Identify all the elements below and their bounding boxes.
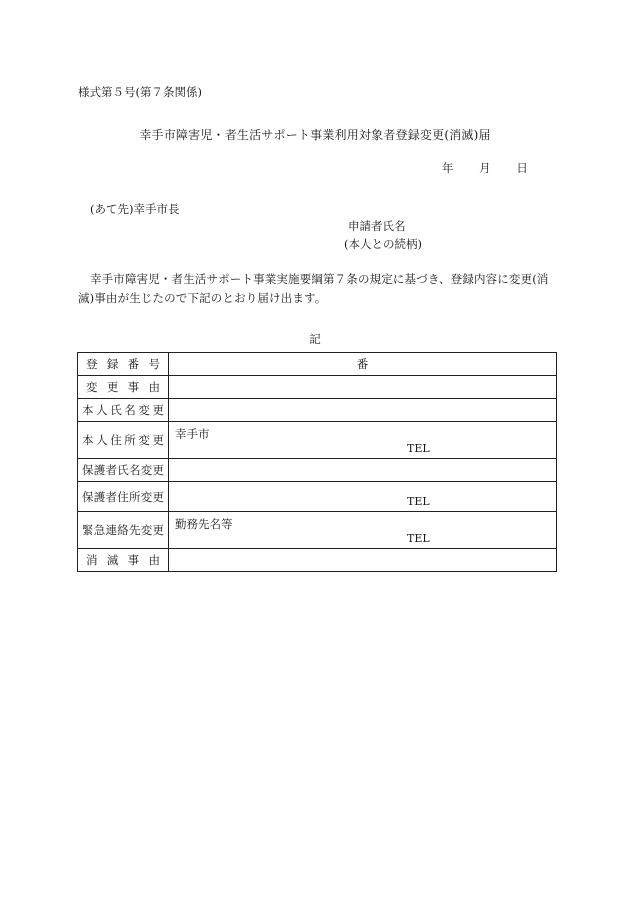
- city-prefix: 幸手市: [175, 427, 210, 441]
- table-row: [78, 422, 557, 459]
- row-label: 本 人 氏 名 変 更: [78, 399, 169, 422]
- emergency-contact-change-field[interactable]: [169, 512, 557, 549]
- table-row: [78, 353, 557, 376]
- change-reason-field[interactable]: [169, 376, 557, 399]
- row-label: 登 録 番 号: [78, 353, 169, 376]
- date-day: 日: [516, 161, 528, 175]
- table-row: [78, 399, 557, 422]
- note-heading: 記: [309, 332, 321, 346]
- body-text: 幸手市障害児・者生活サポート事業実施要綱第７条の規定に基づき、登録内容に変更(消滅)事由が生じたので下記のとおり届け出ます。: [78, 272, 549, 305]
- tel-label: TEL: [407, 442, 430, 455]
- table-row: [78, 482, 557, 512]
- table-row: [78, 376, 557, 399]
- person-name-change-field[interactable]: [169, 399, 557, 422]
- table-row: [78, 512, 557, 549]
- table-row: [78, 549, 557, 572]
- row-label: 本 人 住 所 変 更: [78, 422, 169, 459]
- table-row: [78, 459, 557, 482]
- applicant-name-label: 申請者氏名: [348, 219, 406, 233]
- addressee: (あて先)幸手市長: [90, 202, 180, 216]
- tel-label: TEL: [407, 495, 430, 508]
- row-label: 保 護 者 氏 名 変 更: [78, 459, 169, 482]
- workplace-prefix: 勤務先名等: [175, 517, 233, 531]
- row-label: 緊 急 連 絡 先 変 更: [78, 512, 169, 549]
- applicant-relation-label: (本人との続柄): [344, 237, 422, 251]
- guardian-address-change-field[interactable]: [169, 482, 557, 512]
- tel-label: TEL: [407, 532, 430, 545]
- number-suffix: 番: [356, 357, 369, 371]
- registration-number-field[interactable]: [169, 353, 557, 376]
- row-label: 保 護 者 住 所 変 更: [78, 482, 169, 512]
- guardian-name-change-field[interactable]: [169, 459, 557, 482]
- date-line: [442, 160, 528, 176]
- form-number: 様式第５号(第７条関係): [78, 85, 202, 99]
- row-label: 消 滅 事 由: [78, 549, 169, 572]
- date-year: 年: [442, 161, 454, 175]
- termination-reason-field[interactable]: [169, 549, 557, 572]
- row-label: 変 更 事 由: [78, 376, 169, 399]
- person-address-change-field[interactable]: [169, 422, 557, 459]
- date-month: 月: [479, 161, 491, 175]
- form-table: [77, 352, 557, 572]
- document-title: 幸手市障害児・者生活サポート事業利用対象者登録変更(消滅)届: [139, 128, 491, 142]
